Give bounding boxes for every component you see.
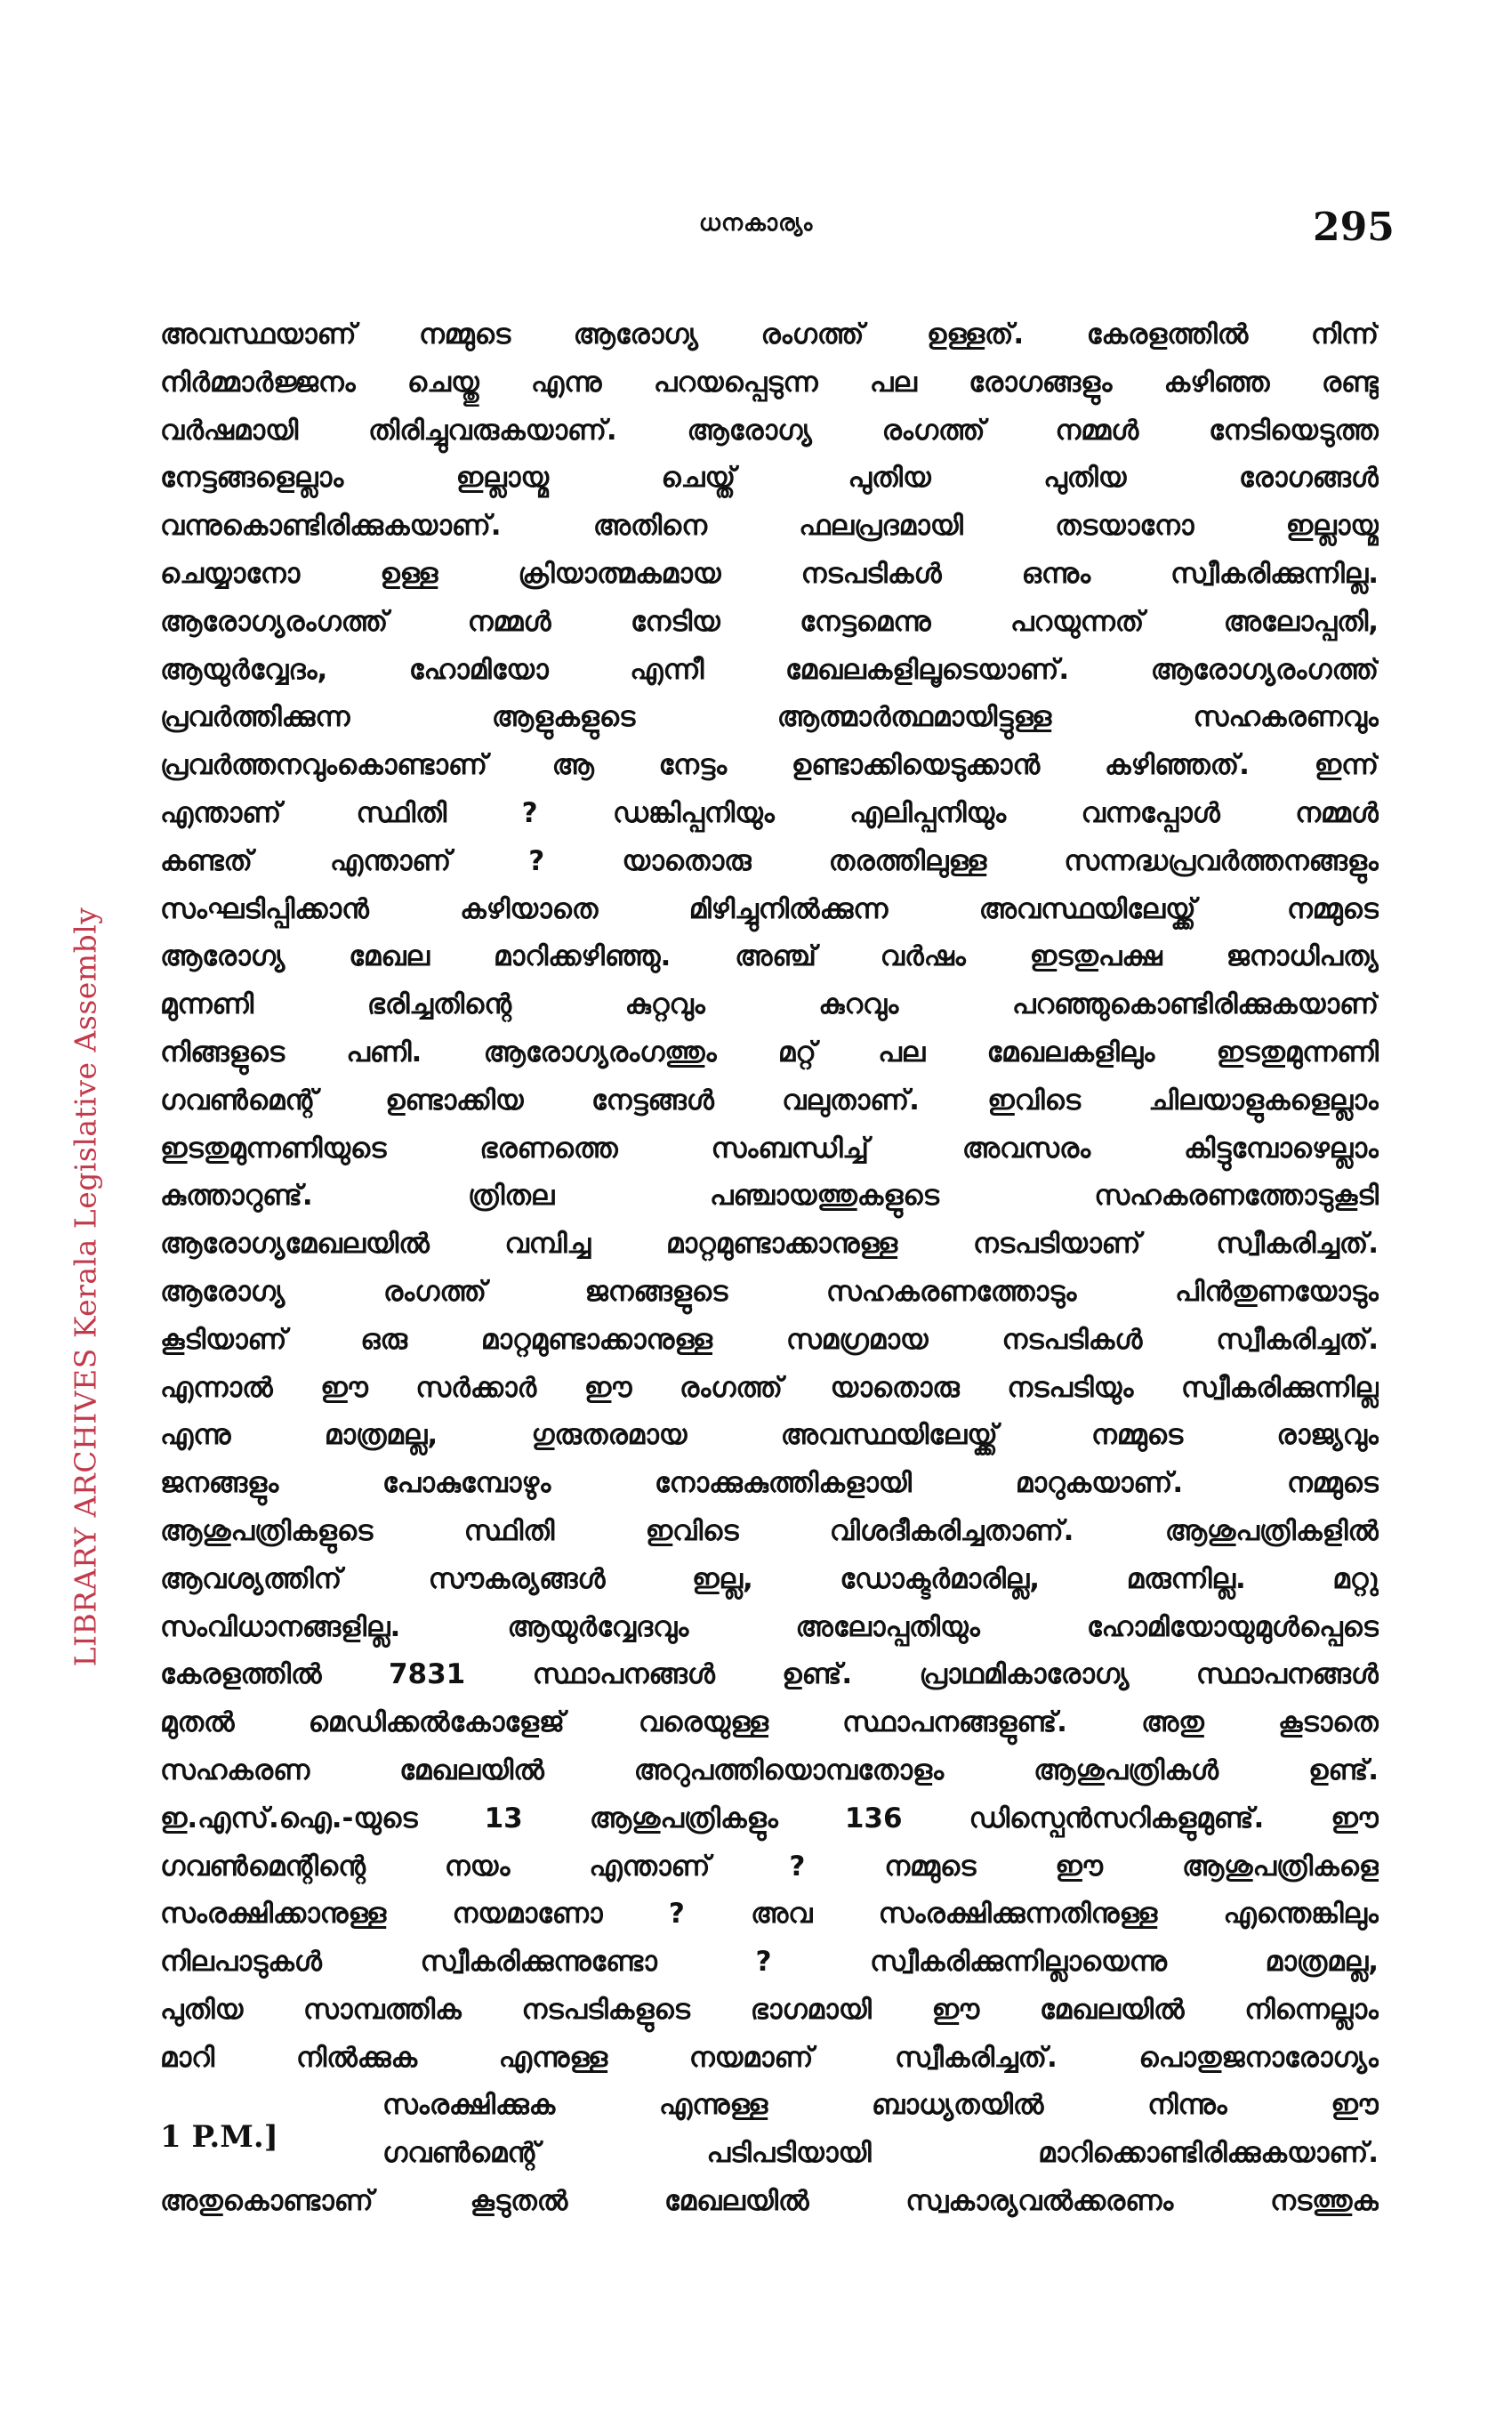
- text-line: എന്നു മാത്രമല്ല, ഗുരുതരമായ അവസ്ഥയിലേയ്ക്ക് നമ്മുടെ രാജ്യവും: [160, 1419, 1379, 1452]
- text-line: ഗവൺമെന്റിന്റെ നയം എന്താണ് ? നമ്മുടെ ഈ ആശുപത്രികളെ: [160, 1850, 1379, 1883]
- text-line: ആരോഗ്യമേഖലയിൽ വമ്പിച്ച മാറ്റമുണ്ടാക്കാനുള്ള നടപടിയാണ് സ്വീകരിച്ചത്.: [160, 1228, 1379, 1261]
- body-text: [160, 311, 1379, 2226]
- text-line: ഇടതുമുന്നണിയുടെ ഭരണത്തെ സംബന്ധിച്ച് അവസരം കിട്ടുമ്പോഴെല്ലാം: [160, 1132, 1379, 1165]
- text-line: പ്രവർത്തിക്കുന്ന ആളുകളുടെ ആത്മാർത്ഥമായിട്ടുള്ള സഹകരണവും: [160, 701, 1379, 734]
- text-line: ആരോഗ്യ മേഖല മാറിക്കഴിഞ്ഞു. അഞ്ച് വർഷം ഇടതുപക്ഷ ജനാധിപത്യ: [160, 940, 1379, 973]
- text-line: ആരോഗ്യരംഗത്ത് നമ്മൾ നേടിയ നേട്ടമെന്നു പറയുന്നത് അലോപ്പതി,: [160, 605, 1379, 638]
- text-line: പ്രവർത്തനവുംകൊണ്ടാണ് ആ നേട്ടം ഉണ്ടാക്കിയെടുക്കാൻ കഴിഞ്ഞത്. ഇന്ന്: [160, 749, 1379, 782]
- text-line: ആയുർവ്വേദം, ഹോമിയോ എന്നീ മേഖലകളിലൂടെയാണ്. ആരോഗ്യരംഗത്ത്: [160, 653, 1379, 686]
- running-header: ധനകാര്യം: [698, 210, 814, 237]
- text-line: നേട്ടങ്ങളെല്ലാം ഇല്ലായ്മ ചെയ്ത് പുതിയ പുതിയ രോഗങ്ങൾ: [160, 462, 1379, 495]
- text-line: കുത്താറുണ്ട്. ത്രിതല പഞ്ചായത്തുകളുടെ സഹകരണത്തോടുകൂടി: [160, 1180, 1379, 1213]
- text-line: പുതിയ സാമ്പത്തിക നടപടികളുടെ ഭാഗമായി ഈ മേഖലയിൽ നിന്നെല്ലാം: [160, 1993, 1379, 2026]
- text-line: ചെയ്യാനോ ഉള്ള ക്രിയാത്മകമായ നടപടികൾ ഒന്നും സ്വീകരിക്കുന്നില്ല.: [160, 557, 1379, 590]
- text-line-indented: ഗവൺമെന്റ് പടിപടിയായി മാറിക്കൊണ്ടിരിക്കുകയാണ്.: [382, 2137, 1379, 2170]
- text-line: അതുകൊണ്ടാണ് കൂടുതൽ മേഖലയിൽ സ്വകാര്യവൽക്കരണം നടത്തുക: [160, 2185, 1379, 2218]
- text-line: നിങ്ങളുടെ പണി. ആരോഗ്യരംഗത്തും മറ്റ് പല മേഖലകളിലും ഇടതുമുന്നണി: [160, 1036, 1379, 1068]
- text-line: എന്താണ് സ്ഥിതി ? ഡങ്കിപ്പനിയും എലിപ്പനിയും വന്നപ്പോൾ നമ്മൾ: [160, 796, 1379, 829]
- text-line: മുതൽ മെഡിക്കൽകോളേജ് വരെയുള്ള സ്ഥാപനങ്ങളുണ്ട്. അതു കൂടാതെ: [160, 1706, 1379, 1739]
- text-line: നിലപാടുകൾ സ്വീകരിക്കുന്നുണ്ടോ ? സ്വീകരിക്കുന്നില്ലായെന്നു മാത്രമല്ല,: [160, 1946, 1379, 1979]
- text-line: മാറി നിൽക്കുക എന്നുള്ള നയമാണ് സ്വീകരിച്ചത്. പൊതുജനാരോഗ്യം: [160, 2041, 1379, 2074]
- text-line: മുന്നണി ഭരിച്ചതിന്റെ കുറ്റവും കുറവും പറഞ്ഞുകൊണ്ടിരിക്കുകയാണ്: [160, 988, 1379, 1021]
- text-line: വർഷമായി തിരിച്ചുവരുകയാണ്. ആരോഗ്യ രംഗത്ത് നമ്മൾ നേടിയെടുത്ത: [160, 414, 1379, 447]
- text-line-indented: സംരക്ഷിക്കുക എന്നുള്ള ബാധ്യതയിൽ നിന്നും ഈ: [382, 2089, 1379, 2122]
- text-line: അവസ്ഥയാണ് നമ്മുടെ ആരോഗ്യ രംഗത്ത് ഉള്ളത്. കേരളത്തിൽ നിന്ന്: [160, 319, 1379, 351]
- text-line: സംരക്ഷിക്കാനുള്ള നയമാണോ ? അവ സംരക്ഷിക്കുന്നതിനുള്ള എന്തെങ്കിലും: [160, 1898, 1379, 1931]
- text-line: ജനങ്ങളും പോകുമ്പോഴും നോക്കുകുത്തികളായി മാറുകയാണ്. നമ്മുടെ: [160, 1467, 1379, 1500]
- text-line: ആരോഗ്യ രംഗത്ത് ജനങ്ങളുടെ സഹകരണത്തോടും പിൻതുണയോടും: [160, 1275, 1379, 1308]
- text-line: നിർമ്മാർജ്ജനം ചെയ്തു എന്നു പറയപ്പെടുന്ന പല രോഗങ്ങളും കഴിഞ്ഞ രണ്ടു: [160, 366, 1379, 399]
- text-line: സംഘടിപ്പിക്കാൻ കഴിയാതെ മിഴിച്ചുനിൽക്കുന്ന അവസ്ഥയിലേയ്ക്ക് നമ്മുടെ: [160, 892, 1379, 925]
- text-line: കൂടിയാണ് ഒരു മാറ്റമുണ്ടാക്കാനുള്ള സമഗ്രമായ നടപടികൾ സ്വീകരിച്ചത്.: [160, 1323, 1379, 1356]
- page-number: 295: [1313, 205, 1395, 250]
- text-line: എന്നാൽ ഈ സർക്കാർ ഈ രംഗത്ത് യാതൊരു നടപടിയും സ്വീകരിക്കുന്നില്ല: [160, 1371, 1379, 1404]
- text-line: ആശുപത്രികളുടെ സ്ഥിതി ഇവിടെ വിശദീകരിച്ചതാണ്. ആശുപത്രികളിൽ: [160, 1514, 1379, 1547]
- text-line: ആവശ്യത്തിന് സൗകര്യങ്ങൾ ഇല്ല, ഡോക്ടർമാരില്ല, മരുന്നില്ല. മറ്റു: [160, 1562, 1379, 1595]
- text-line: സഹകരണ മേഖലയിൽ അറുപത്തിയൊമ്പതോളം ആശുപത്രികൾ ഉണ്ട്.: [160, 1754, 1379, 1786]
- text-line: സംവിധാനങ്ങളില്ല. ആയുർവ്വേദവും അലോപ്പതിയും ഹോമിയോയുമുൾപ്പെടെ: [160, 1610, 1379, 1643]
- text-line: കണ്ടത് എന്താണ് ? യാതൊരു തരത്തിലുള്ള സന്നദ്ധപ്രവർത്തനങ്ങളും: [160, 844, 1379, 877]
- time-margin-note: 1 P.M.]: [160, 2119, 278, 2155]
- archive-watermark: LIBRARY ARCHIVES Kerala Legislative Assembly: [68, 907, 103, 1667]
- text-line: ഗവൺമെന്റ് ഉണ്ടാക്കിയ നേട്ടങ്ങൾ വലുതാണ്. ഇവിടെ ചിലയാളുകളെല്ലാം: [160, 1084, 1379, 1117]
- text-line: വന്നുകൊണ്ടിരിക്കുകയാണ്. അതിനെ ഫലപ്രദമായി തടയാനോ ഇല്ലായ്മ: [160, 510, 1379, 543]
- text-line: ഇ.എസ്.ഐ.-യുടെ 13 ആശുപത്രികളും 136 ഡിസ്പെൻസറികളുമുണ്ട്. ഈ: [160, 1802, 1379, 1834]
- text-line: കേരളത്തിൽ 7831 സ്ഥാപനങ്ങൾ ഉണ്ട്. പ്രാഥമികാരോഗ്യ സ്ഥാപനങ്ങൾ: [160, 1658, 1379, 1691]
